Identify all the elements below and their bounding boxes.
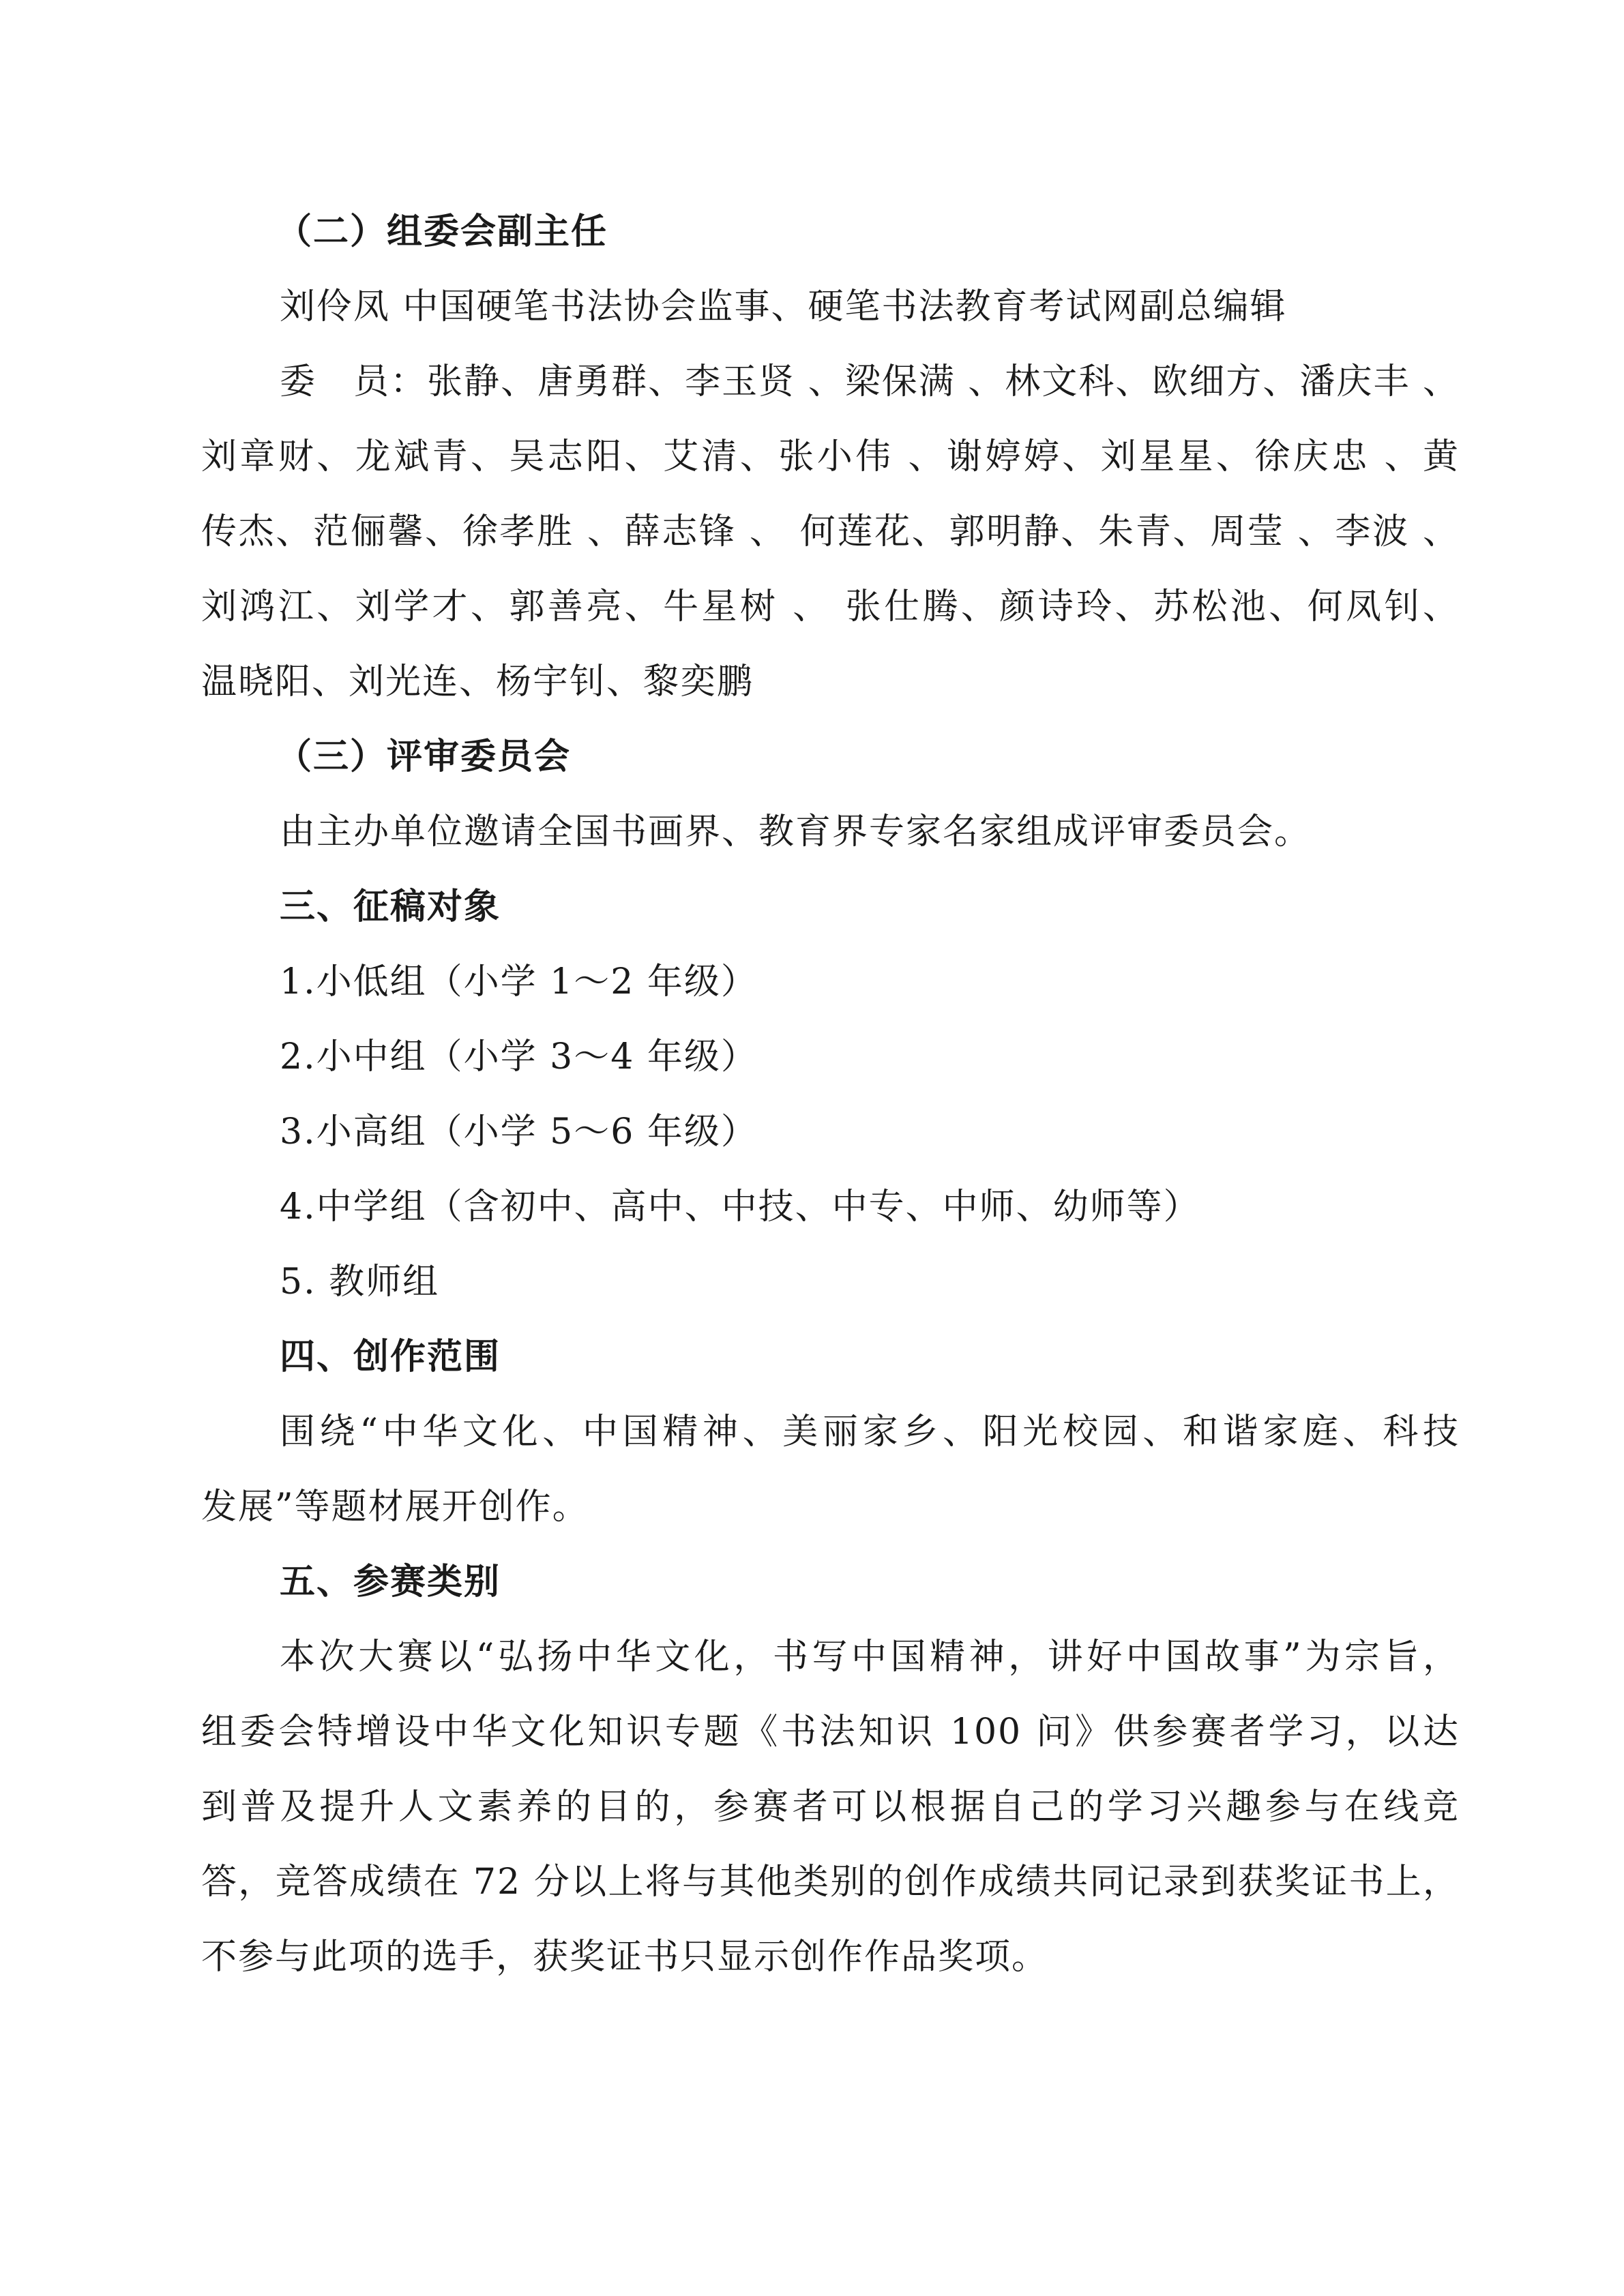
members-line-5: 温晓阳、刘光连、杨宇钊、黎奕鹏: [201, 661, 754, 702]
target-item-2: 2.小中组（小学 3～4 年级）: [280, 1037, 758, 1077]
category-heading: 五、参赛类别: [280, 1562, 501, 1602]
vice-director-line: 刘伶凤 中国硬笔书法协会监事、硬笔书法教育考试网副总编辑: [280, 286, 1287, 327]
category-line-3: 到普及提升人文素养的目的，参赛者可以根据自己的学习兴趣参与在线竞: [201, 1787, 1460, 1828]
vice-director-heading: （二）组委会副主任: [276, 211, 608, 252]
members-line-3: 传杰、范俪馨、徐孝胜 、薛志锋 、 何莲花、郭明静、朱青、周莹 、李波 、: [201, 511, 1460, 552]
category-line-5: 不参与此项的选手，获奖证书只显示创作作品奖项。: [201, 1937, 1049, 1978]
target-item-3: 3.小高组（小学 5～6 年级）: [280, 1112, 758, 1152]
scope-heading: 四、创作范围: [280, 1337, 501, 1377]
jury-heading: （三）评审委员会: [276, 736, 572, 777]
members-line-2: 刘章财、龙斌青、吴志阳、艾清、张小伟 、谢婷婷、刘星星、徐庆忠 、黄: [201, 436, 1460, 477]
category-line-1: 本次大赛以“弘扬中华文化，书写中国精神，讲好中国故事”为宗旨，: [280, 1637, 1460, 1678]
target-item-1: 1.小低组（小学 1～2 年级）: [280, 961, 758, 1002]
scope-line-2: 发展”等题材展开创作。: [201, 1487, 589, 1527]
target-item-5: 5. 教师组: [280, 1262, 440, 1302]
target-item-4: 4.中学组（含初中、高中、中技、中专、中师、幼师等）: [280, 1187, 1200, 1227]
members-line-4: 刘鸿江、刘学才、郭善亮、牛星树 、 张仕腾、颜诗玲、苏松池、何凤钊、: [201, 586, 1460, 627]
category-line-4: 答，竞答成绩在 72 分以上将与其他类别的创作成绩共同记录到获奖证书上，: [201, 1862, 1460, 1903]
target-heading: 三、征稿对象: [280, 886, 501, 927]
jury-line: 由主办单位邀请全国书画界、教育界专家名家组成评审委员会。: [280, 811, 1312, 852]
members-line-1: 委 员：张静、唐勇群、李玉贤 、梁保满 、林文科、欧细方、潘庆丰 、: [280, 361, 1460, 402]
document-page: [201, 194, 1460, 1995]
category-line-2: 组委会特增设中华文化知识专题《书法知识 100 问》供参赛者学习，以达: [201, 1712, 1460, 1753]
scope-line-1: 围绕“中华文化、中国精神、美丽家乡、阳光校园、和谐家庭、科技: [280, 1412, 1460, 1452]
